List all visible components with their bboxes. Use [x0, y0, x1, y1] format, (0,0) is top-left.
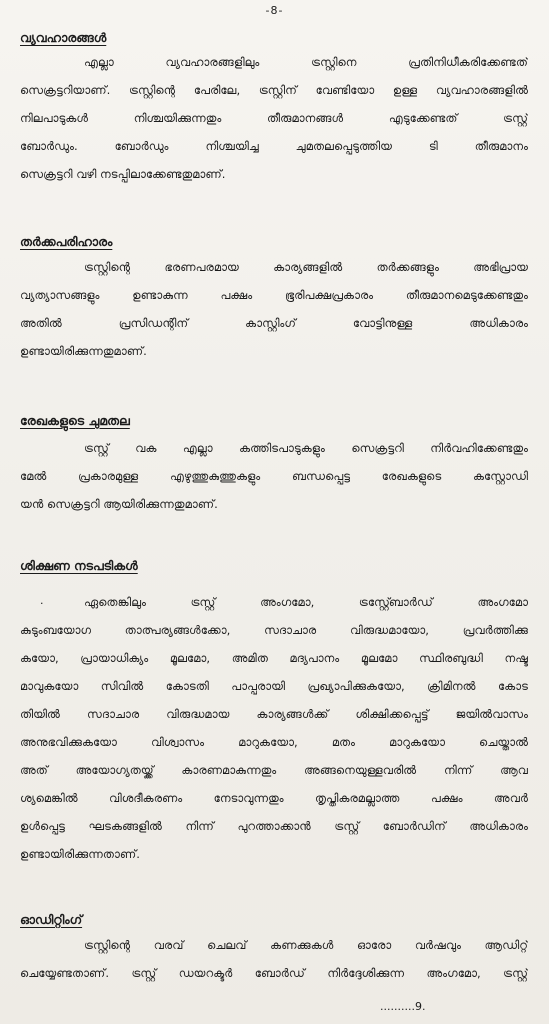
paragraph-line: ട്രസ്റ്റ് വക എല്ലാ കത്തിടപാടുകളും സെക്രട്ടറി നിർവഹിക്കേണ്ടതും [84, 441, 528, 455]
section-paragraph [20, 48, 528, 188]
section-heading: വ്യവഹാരങ്ങൾ [20, 30, 107, 45]
paragraph-line: ഏതെങ്കിലും ട്രസ്റ്റ് അംഗമോ, ട്രസ്റ്റ്ബോർഡ് അംഗമോ [84, 595, 528, 609]
section-heading: രേഖകളുടെ ചുമതല [20, 413, 130, 428]
continuation-marker: ..........9. [380, 1000, 426, 1013]
section-paragraph [20, 588, 528, 868]
paragraph-line: കയോ, പ്രായാധിക്യം മൂലമോ, അമിത മദ്യപാനം മൂലമോ സ്ഥിരബുദ്ധി നഷ്ട [20, 651, 528, 665]
paragraph-line: അതിൽ പ്രസിഡന്റിന് കാസ്റ്റിംഗ് വോട്ടിനുള്ള അധികാരം [20, 316, 528, 330]
paragraph-line: സെക്രട്ടറി വഴി നടപ്പിലാക്കേണ്ടതുമാണ്. [20, 167, 226, 181]
paragraph-line: ട്രസ്റ്റിന്റെ വരവ് ചെലവ് കണക്കുകൾ ഓരോ വർഷവും ആഡിറ്റ് [84, 938, 528, 952]
paragraph-line: കുടുംബയോഗ താത്പര്യങ്ങൾക്കോ, സദാചാര വിരുദ്ധമായോ, പ്രവർത്തിക്കു [20, 623, 528, 637]
paragraph-line: നിലപാടുകൾ നിശ്ചയിക്കുന്നതും തീരുമാനങ്ങൾ എടുക്കേണ്ടത് ട്രസ്റ്റ് [20, 111, 528, 125]
paragraph-line: ഉൾപ്പെട്ട ഘടകങ്ങളിൽ നിന്ന് പുറത്താക്കാൻ ട്രസ്റ്റ് ബോർഡിന് അധികാരം [20, 819, 528, 833]
section-heading: തർക്കപരിഹാരം [20, 234, 113, 249]
paragraph-line: മേൽ പ്രകാരമുള്ള എഴുത്തുകുത്തുകളും ബന്ധപ്പെട്ട രേഖകളുടെ കസ്റ്റോഡി [20, 469, 528, 483]
page-number: -8- [265, 4, 284, 17]
section-paragraph [20, 253, 528, 365]
section-paragraph [20, 931, 528, 987]
section-paragraph [20, 434, 528, 518]
section-heading: ഓഡിറ്റിംഗ് [20, 912, 83, 927]
paragraph-line: ഉണ്ടായിരിക്കുന്നതാണ്. [20, 847, 140, 861]
paragraph-line: ചെയ്യേണ്ടതാണ്. ട്രസ്റ്റ് ഡയറക്ടർ ബോർഡ് നിർദ്ദേശിക്കുന്ന അംഗമോ, ട്രസ്റ്റ് [20, 966, 528, 980]
paragraph-line: സെക്രട്ടറിയാണ്. ട്രസ്റ്റിന്റെ പേരിലേ, ട്രസ്റ്റിന് വേണ്ടിയോ ഉള്ള വ്യവഹാരങ്ങളിൽ [20, 83, 528, 97]
paragraph-line: മാവുകയോ സിവിൽ കോടതി പാപ്പരായി പ്രഖ്യാപിക്കുകയോ, ക്രിമിനൽ കോട [20, 679, 528, 693]
paragraph-line: ബോർഡും. ബോർഡും നിശ്ചയിച്ച ചുമതലപ്പെടുത്തിയ ടി തീരുമാനം [20, 139, 528, 153]
paragraph-line: ശ്യമെങ്കിൽ വിശദീകരണം നേടാവുന്നതും തൃപ്തികരമല്ലാത്ത പക്ഷം അവർ [20, 791, 528, 805]
section-heading: ശിക്ഷണ നടപടികൾ [20, 558, 138, 573]
paragraph-line: എല്ലാ വ്യവഹാരങ്ങളിലും ട്രസ്റ്റിനെ പ്രതിനിധീകരിക്കേണ്ടത് [84, 55, 528, 69]
paragraph-line: ട്രസ്റ്റിന്റെ ഭരണപരമായ കാര്യങ്ങളിൽ തർക്കങ്ങളും അഭിപ്രായ [84, 260, 528, 274]
paragraph-line: വ്യത്യാസങ്ങളും ഉണ്ടാകുന്ന പക്ഷം ഭൂരിപക്ഷപ്രകാരം തീരുമാനമെടുക്കേണ്ടതും [20, 288, 528, 302]
paragraph-line: തിയിൽ സദാചാര വിരുദ്ധമായ കാര്യങ്ങൾക്ക് ശിക്ഷിക്കപ്പെട്ട് ജയിൽവാസം [20, 707, 528, 721]
paragraph-line: ഉണ്ടായിരിക്കുന്നതുമാണ്. [20, 344, 147, 358]
paragraph-line: അനുഭവിക്കുകയോ വിശ്വാസം മാറുകയോ, മതം മാറുകയോ ചെയ്താൽ [20, 735, 528, 749]
stray-mark: . [40, 594, 44, 607]
paragraph-line: യൻ സെക്രട്ടറി ആയിരിക്കുന്നതുമാണ്. [20, 497, 218, 511]
paragraph-line: അത് അയോഗ്യതയ്ക്ക് കാരണമാകുന്നതും അങ്ങനെയുള്ളവരിൽ നിന്ന് ആവ [20, 763, 528, 777]
